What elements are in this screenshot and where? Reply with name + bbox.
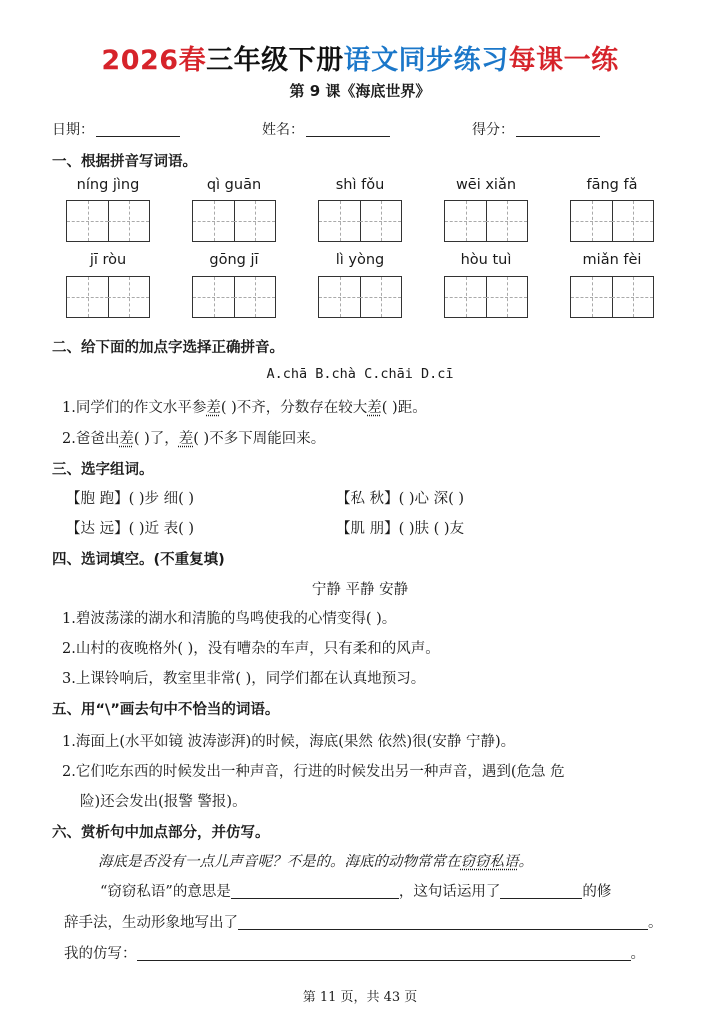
answer-blank[interactable] [238, 915, 648, 930]
question-2-2: 2.爸爸出差( )了，差( )不多下周能回来。 [62, 431, 326, 447]
score-field[interactable] [472, 119, 600, 139]
writing-grid[interactable] [66, 200, 150, 242]
answer-blank[interactable] [137, 946, 631, 961]
score-line[interactable] [516, 122, 600, 137]
pinyin-item: hòu tuì [460, 252, 512, 268]
title-part-subject: 语文同步练习 [343, 45, 509, 76]
page-title [0, 38, 720, 77]
pinyin-item: qì guān [206, 177, 262, 193]
dotted-char: 差 [206, 400, 221, 416]
section-2-heading: 二、给下面的加点字选择正确拼音。 [52, 340, 284, 356]
section-5-heading: 五、用“\”画去句中不恰当的词语。 [52, 702, 280, 718]
answer-blank[interactable] [500, 884, 582, 899]
section-1-heading: 一、根据拼音写词语。 [52, 154, 197, 170]
question-5-1: 1.海面上(水平如镜 波涛澎湃)的时候，海底(果然 依然)很(安静 宁静)。 [62, 734, 516, 750]
date-line[interactable] [96, 122, 180, 137]
word-bank: 宁静 平静 安静 [311, 582, 409, 598]
imitation-line: 我的仿写： 。 [64, 946, 645, 962]
word-choice-row: 【私 秋】( )心 深( ) [336, 491, 465, 507]
writing-grid[interactable] [444, 276, 528, 318]
lesson-subtitle: 第 9 课《海底世界》 [289, 82, 431, 100]
section-4-heading: 四、选词填空。(不重复填) [52, 552, 225, 568]
quoted-sentence: 海底是否没有一点儿声音呢？不是的。海底的动物常常在窃窃私语。 [98, 854, 533, 870]
writing-grid[interactable] [570, 276, 654, 318]
dotted-char: 差 [367, 400, 382, 416]
title-part-lesson: 每课一练 [508, 45, 619, 76]
question-4-1: 1.碧波荡漾的湖水和清脆的鸟鸣使我的心情变得( )。 [62, 611, 397, 627]
pinyin-item: jī ròu [89, 252, 127, 268]
question-2-1: 1.同学们的作文水平参差( )不齐，分数存在较大差( )距。 [62, 400, 427, 416]
date-field[interactable] [52, 119, 180, 139]
writing-grid[interactable] [444, 200, 528, 242]
name-field[interactable] [262, 119, 390, 139]
title-part-grade: 三年级下册 [206, 45, 344, 76]
question-4-2: 2.山村的夜晚格外( )，没有嘈杂的车声，只有柔和的风声。 [62, 641, 440, 657]
dotted-char: 差 [178, 431, 194, 447]
writing-grid[interactable] [192, 276, 276, 318]
word-choice-row: 【胞 跑】( )步 细( ) [66, 491, 195, 507]
name-line[interactable] [306, 122, 390, 137]
date-label: 日期： [52, 122, 94, 138]
word-choice-row: 【肌 朋】( )肤 ( )友 [336, 521, 465, 537]
question-5-2: 2.它们吃东西的时候发出一种声音，行进的时候发出另一种声音，遇到(危急 危 [62, 764, 565, 780]
score-label: 得分： [472, 122, 514, 138]
writing-grid[interactable] [192, 200, 276, 242]
pinyin-item: gōng jī [209, 252, 259, 268]
word-choice-row: 【达 远】( )近 表( ) [66, 521, 195, 537]
dotted-char: 差 [119, 431, 134, 447]
pinyin-item: miǎn fèi [582, 252, 642, 268]
pinyin-item: fāng fǎ [586, 177, 638, 193]
name-label: 姓名： [262, 122, 304, 138]
title-part-year: 2026春 [101, 45, 207, 76]
pinyin-item: níng jìng [76, 177, 140, 193]
answer-line-2: 辞手法，生动形象地写出了 。 [64, 915, 663, 931]
page-footer: 第 11 页，共 43 页 [302, 990, 418, 1005]
question-5-2-cont: 险)还会发出(报警 警报)。 [80, 794, 247, 810]
pinyin-item: shì fǒu [335, 177, 385, 193]
writing-grid[interactable] [66, 276, 150, 318]
answer-line-1: “窃窃私语”的意思是 ，这句话运用了 的修 [100, 884, 612, 900]
dotted-phrase: 窃窃私语 [460, 854, 519, 870]
section-6-heading: 六、赏析句中加点部分，并仿写。 [52, 825, 270, 841]
pinyin-item: wēi xiǎn [455, 177, 517, 193]
writing-grid[interactable] [570, 200, 654, 242]
writing-grid[interactable] [318, 276, 402, 318]
pinyin-item: lì yòng [335, 252, 385, 268]
writing-grid[interactable] [318, 200, 402, 242]
question-4-3: 3.上课铃响后，教室里非常( )，同学们都在认真地预习。 [62, 671, 426, 687]
answer-blank[interactable] [231, 884, 399, 899]
pinyin-options: A.chā B.chà C.chāi D.cī [266, 366, 454, 382]
section-3-heading: 三、选字组词。 [52, 462, 154, 478]
